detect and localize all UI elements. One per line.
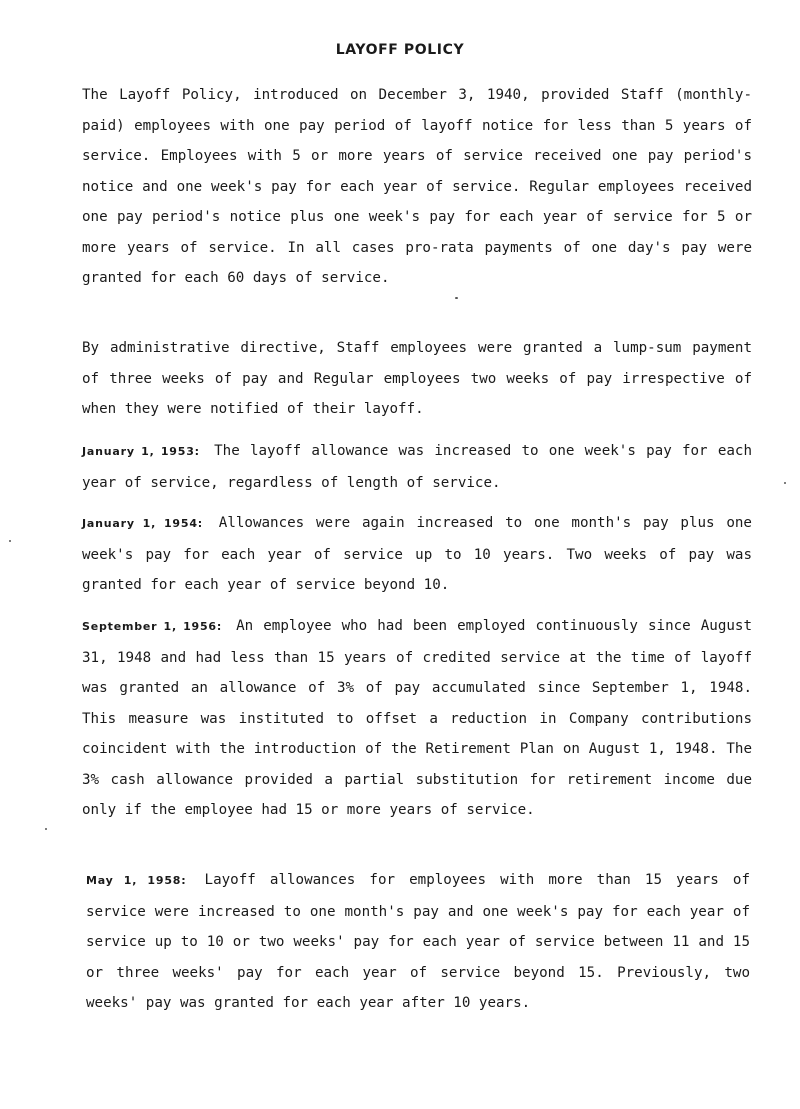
- scan-speck: [9, 540, 11, 542]
- paragraph-1956: [82, 611, 752, 826]
- paragraph-text: By administrative directive, Staff employees were granted a lump-sum payment of three weeks of pay and Regular employees two weeks of pay irrespective of when they were notified of their layoff.: [82, 340, 752, 417]
- scan-speck: [784, 482, 786, 484]
- date-label: May 1, 1958:: [86, 874, 187, 887]
- date-label: September 1, 1956:: [82, 620, 223, 633]
- date-label: January 1, 1954:: [82, 517, 203, 530]
- document-title: LAYOFF POLICY: [335, 42, 465, 58]
- paragraph-administrative-directive: [82, 333, 752, 425]
- paragraph-1954: [82, 508, 752, 601]
- paragraph-text: Allowances were again increased to one month's pay plus one week's pay for each year of service up to 10 years. Two weeks of pay was granted for each year of service beyond 10.: [82, 515, 752, 593]
- paragraph-text: Layoff allowances for employees with more than 15 years of service were increased to one month's pay and one week's pay for each year of service up to 10 or two weeks' pay for each year of service between 11 and 15 or three weeks' pay for each year of service beyond 15. Previously, two weeks' pay was granted for each year after 10 years.: [86, 872, 750, 1011]
- paragraph-1958: [86, 865, 750, 1019]
- paragraph-text: The layoff allowance was increased to one week's pay for each year of service, regardless of length of service.: [82, 443, 752, 491]
- scan-speck: [45, 828, 47, 830]
- date-label: January 1, 1953:: [82, 445, 200, 458]
- paragraph-text: The Layoff Policy, introduced on December 3, 1940, provided Staff (monthly-paid) employees with one pay period of layoff notice for less than 5 years of service. Employees with 5 or more years of service received one pay period's notice and one week's pay for each year of service. Regular employees received one pay period's notice plus one week's pay for each year of service for 5 or more years of service. In all cases pro-rata payments of one day's pay were granted for each 60 days of service.: [82, 87, 752, 286]
- paragraph-introduction: [82, 80, 752, 294]
- scan-speck: [455, 297, 458, 299]
- paragraph-1953: [82, 436, 752, 498]
- paragraph-text: An employee who had been employed continuously since August 31, 1948 and had less than 15 years of credited service at the time of layoff was granted an allowance of 3% of pay accumulated since September 1, 1948. This measure was instituted to offset a reduction in Company contributions coincident with the introduction of the Retirement Plan on August 1, 1948. The 3% cash allowance provided a partial substitution for retirement income due only if the employee had 15 or more years of service.: [82, 618, 752, 818]
